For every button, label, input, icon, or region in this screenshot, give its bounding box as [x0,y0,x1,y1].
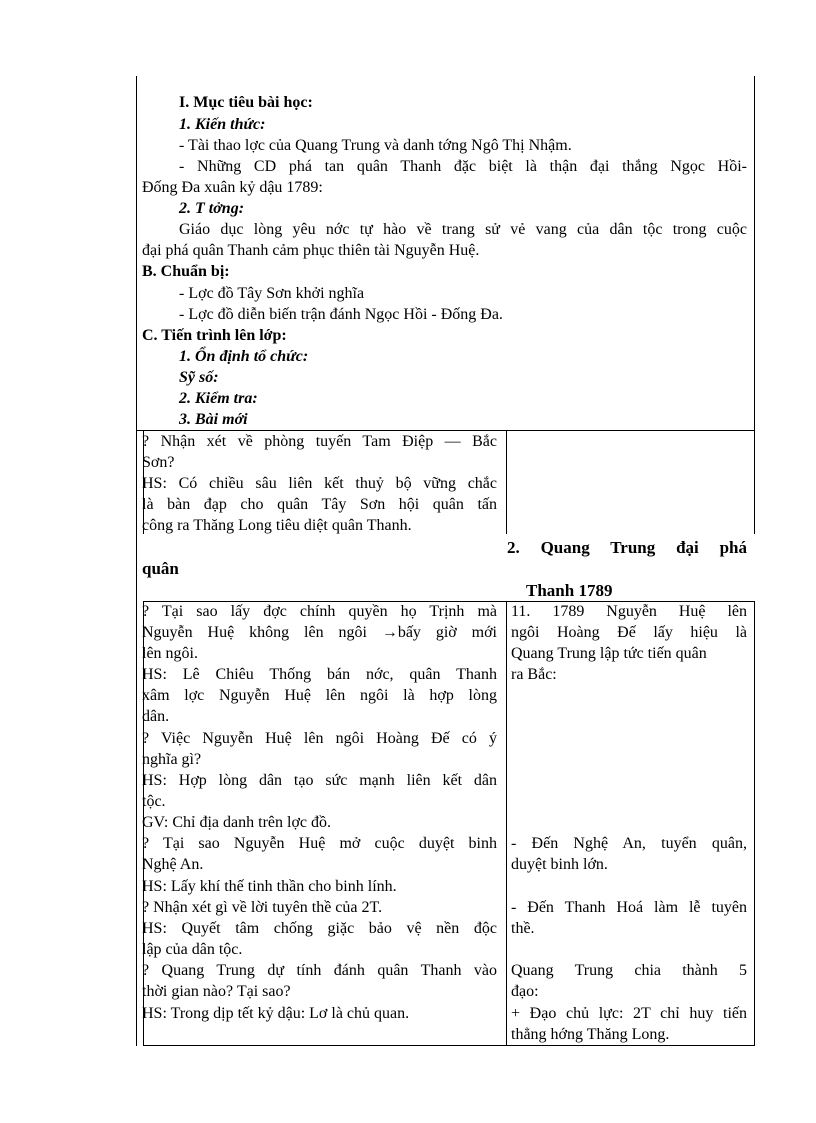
bottom-left-line-5: xâm lợc Nguyễn Huệ lên ngôi là hợp lòng [142,687,497,704]
bottom-left-line-2: Nguyễn Huệ không lên ngôi →bấy giờ mới [142,624,497,641]
bottom-right-line-8: thề. [511,920,535,937]
bottom-left-line-10: tộc. [142,793,166,810]
bottom-left-line-9: HS: Hợp lòng dân tạo sức mạnh liên kết dân [142,772,497,789]
table-right-border-bottom [754,601,755,1046]
bottom-left-line-1: ? Tại sao lấy đợc chính quyền họ Trịnh mà [142,603,497,620]
table-right-border-top [754,430,755,534]
process-item-4: 3. Bài mới [179,411,248,428]
bottom-left-line-14: HS: Lấy khí thế tinh thần cho binh lính. [142,878,397,895]
process-item-2: Sỹ số: [179,369,219,386]
top-left-line-1: ? Nhận xét về phòng tuyến Tam Điệp — Bắc [142,433,497,450]
bottom-left-line-11: GV: Chỉ địa danh trên lợc đồ. [142,814,332,831]
prep-item-2: - Lợc đồ diễn biến trận đánh Ngọc Hồi - Đống Đa. [179,306,503,323]
bottom-left-line-8: nghĩa gì? [142,751,202,768]
bottom-right-line-12: thẳng hớng Thăng Long. [511,1026,670,1043]
bottom-left-line-4: HS: Lê Chiêu Thống bán nớc, quân Thanh [142,666,497,683]
bottom-left-line-15: ? Nhận xét gì về lời tuyên thề của 2T. [142,899,383,916]
prep-item-1: - Lợc đồ Tây Sơn khởi nghĩa [179,285,365,302]
outer-right-border [754,76,755,431]
process-item-3: 2. Kiểm tra: [179,390,258,407]
knowledge-line-1: - Tài thao lợc của Quang Trung và danh tớng Ngô Thị Nhậm. [179,137,572,154]
bottom-left-line-18: ? Quang Trung dự tính đánh quân Thanh vào [142,962,497,979]
bottom-left-line-3: lên ngôi. [142,645,198,662]
bottom-right-line-11: + Đạo chủ lực: 2T chỉ huy tiến [511,1005,747,1022]
table-column-divider-top [506,430,507,534]
table-bottom-border [143,1045,755,1046]
bottom-left-line-13: Nghệ An. [142,856,204,873]
bottom-left-line-19: thời gian nào? Tại sao? [142,983,291,1000]
bottom-right-line-2: ngôi Hoàng Đế lấy hiệu là [511,624,747,641]
bottom-left-line-7: ? Việc Nguyễn Huệ lên ngôi Hoàng Đế có ý [142,730,497,747]
top-left-line-3: HS: Có chiều sâu liên kết thuỷ bộ vững chắc [142,475,497,492]
knowledge-line-2a: - Những CD phá tan quân Thanh đặc biệt là thận đại thắng Ngọc Hồi- [179,158,747,175]
heading-prep: B. Chuẩn bị: [142,263,230,280]
top-left-line-2: Sơn? [142,454,175,471]
sub-thought: 2. T tởng: [179,200,245,217]
top-left-line-4: là bàn đạp cho quân Tây Sơn hội quân tấn [142,496,497,513]
section-heading-part-1: 2. Quang Trung đại phá [507,538,747,557]
bottom-right-line-10: đạo: [511,983,539,1000]
bottom-right-line-1: 11. 1789 Nguyễn Huệ lên [511,603,747,620]
bottom-right-line-7: - Đến Thanh Hoá làm lễ tuyên [511,899,747,916]
heading-objectives: I. Mục tiêu bài học: [179,94,313,111]
top-left-line-5: công ra Thăng Long tiêu diệt quân Thanh. [142,517,412,534]
bottom-left-line-16: HS: Quyết tâm chống giặc bảo vệ nền độc [142,920,497,937]
outer-left-border [136,76,137,1046]
process-item-1: 1. Ổn định tổ chức: [179,348,309,365]
bottom-left-line-17: lập của dân tộc. [142,941,243,958]
bottom-left-line-12: ? Tại sao Nguyễn Huệ mở cuộc duyệt binh [142,835,497,852]
section-heading-part-2: quân [142,559,179,578]
bottom-left-line-6: dân. [142,708,170,725]
sub-knowledge: 1. Kiến thức: [179,116,266,133]
bottom-right-line-3: Quang Trung lập tức tiến quân [511,645,707,662]
bottom-right-line-5: - Đến Nghệ An, tuyển quân, [511,835,747,852]
table-column-divider-bottom [506,601,507,1046]
knowledge-line-2b: Đống Đa xuân kỷ dậu 1789: [142,179,323,196]
thought-line-1: Giáo dục lòng yêu nớc tự hào về trang sử vẻ vang của dân tộc trong cuộc [179,221,747,238]
section-heading-part-3: Thanh 1789 [526,581,613,600]
thought-line-2: đại phá quân Thanh cảm phục thiên tài Nguyễn Huệ. [142,242,480,259]
bottom-right-line-9: Quang Trung chia thành 5 [511,962,747,979]
bottom-right-line-4: ra Bắc: [511,666,557,683]
bottom-right-line-6: duyệt binh lớn. [511,856,608,873]
heading-process: C. Tiến trình lên lớp: [142,327,287,344]
bottom-left-line-20: HS: Trong dịp tết kỷ dậu: Lơ là chủ quan. [142,1005,410,1022]
